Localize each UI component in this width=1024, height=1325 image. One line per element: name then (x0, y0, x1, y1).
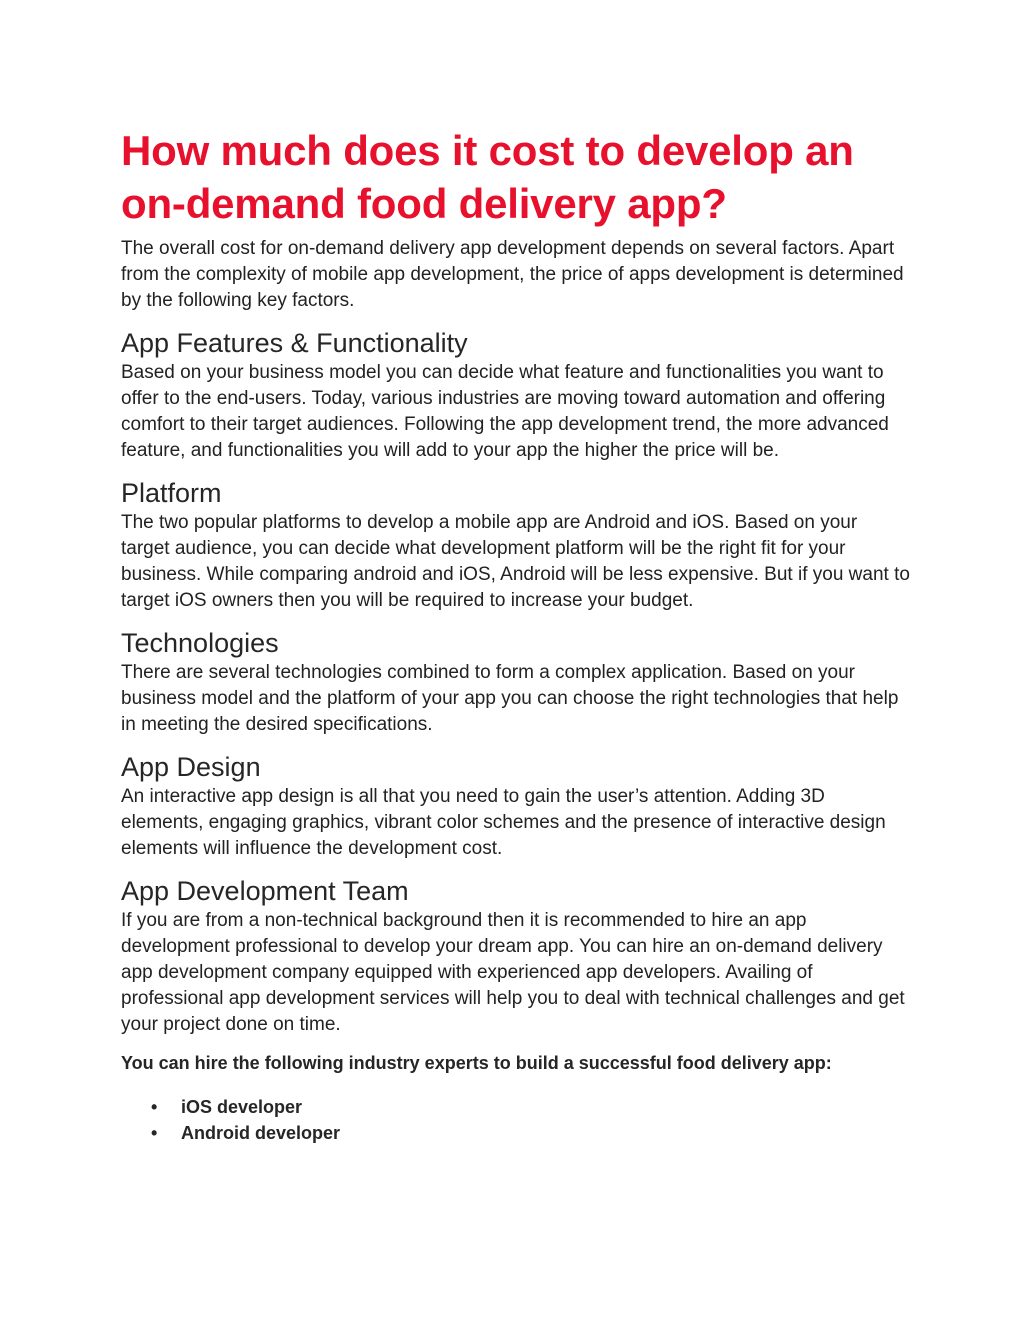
section-platform (121, 476, 911, 614)
section-app-design (121, 750, 911, 862)
section-body: There are several technologies combined to form a complex application. Based on your business model and the platform of your app you can choose the right technologies that help in meeting the desired specifications. (121, 662, 899, 735)
intro-paragraph: The overall cost for on-demand delivery app development depends on several factors. Apart from the complexity of mobile app development, the price of apps development is determined by the following key factors. (121, 238, 904, 311)
section-body: Based on your business model you can decide what feature and functionalities you want to offer to the end-users. Today, various industries are moving toward automation and offering comfort to their target audiences. Following the app development trend, the more advanced feature, and functionalities you will add to your app the higher the price will be. (121, 362, 889, 461)
expert-list (121, 1094, 911, 1146)
section-app-features (121, 326, 911, 464)
section-body: An interactive app design is all that you need to gain the user’s attention. Adding 3D elements, engaging graphics, vibrant color schemes and the presence of interactive design elements will influence the development cost. (121, 786, 886, 859)
section-heading: App Features & Functionality (121, 328, 468, 358)
list-item-label: iOS developer (181, 1097, 303, 1117)
section-heading: Platform (121, 478, 222, 508)
section-body: If you are from a non-technical background then it is recommended to hire an app development professional to develop your dream app. You can hire an on-demand delivery app development company equipped with experienced app developers. Availing of professional app development services will help you to deal with technical challenges and get your project done on time. (121, 910, 905, 1035)
section-heading: Technologies (121, 628, 279, 658)
bullet-icon: • (151, 1123, 158, 1143)
page-title: How much does it cost to develop an on-demand food delivery app? (121, 127, 854, 227)
section-app-development-team (121, 874, 911, 1038)
list-item (121, 1094, 911, 1120)
bullet-icon: • (151, 1097, 158, 1117)
section-body: The two popular platforms to develop a mobile app are Android and iOS. Based on your target audience, you can decide what development platform will be the right fit for your business. While comparing android and iOS, Android will be less expensive. But if you want to target iOS owners then you will be required to increase your budget. (121, 512, 910, 611)
section-heading: App Design (121, 752, 261, 782)
list-item (121, 1120, 911, 1146)
section-technologies (121, 626, 911, 738)
section-heading: App Development Team (121, 876, 409, 906)
list-item-label: Android developer (181, 1123, 341, 1143)
document-page (121, 124, 911, 1146)
lead-paragraph: You can hire the following industry experts to build a successful food delivery app: (121, 1053, 832, 1073)
